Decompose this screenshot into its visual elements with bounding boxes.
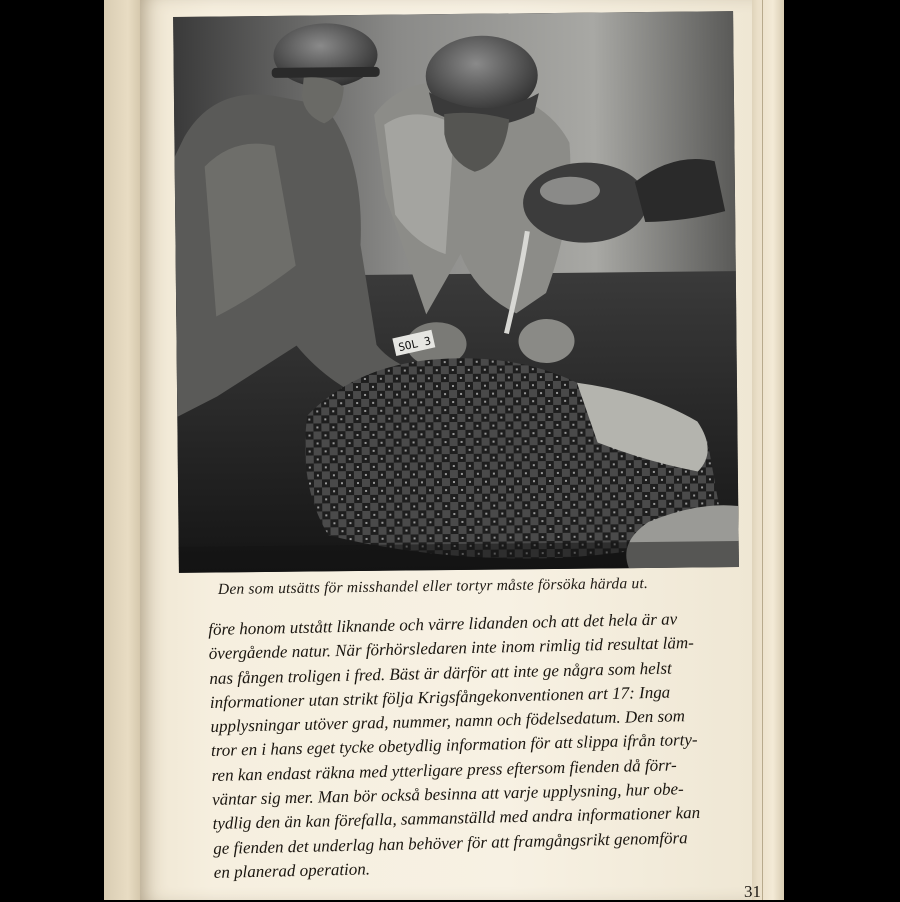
- body-line: nas fången troligen i fred. Bäst är därför att inte ge några som helst: [209, 658, 672, 688]
- body-line: tror en i hans eget tycke obetydlig information för att slippa ifrån torty-: [210, 730, 698, 761]
- body-line: väntar sig mer. Man bör också besinna att varje upplysning, hur obe-: [211, 779, 684, 810]
- body-line: tydlig den än kan förefalla, sammanställd med andra informationer kan: [212, 803, 701, 834]
- body-line: övergående natur. När förhörsledaren inte inom rimlig tid resultat läm-: [208, 633, 695, 664]
- body-line: före honom utstått liknande och värre lidanden och att det hela är av: [208, 609, 678, 639]
- page-photograph: [173, 11, 739, 573]
- body-line: ge fienden det underlag han behöver för att framgångsrikt genomföra: [213, 827, 688, 858]
- body-line: informationer utan strikt följa Krigsfångekonventionen art 17: Inga: [209, 682, 671, 712]
- svg-text:SOL 3: SOL 3: [397, 334, 433, 355]
- previous-page-edge: [104, 0, 144, 900]
- body-line: upplysningar utöver grad, nummer, namn och födelsedatum. Den som: [210, 706, 686, 737]
- page-number: 31: [744, 882, 761, 901]
- body-text: [208, 605, 774, 885]
- body-line: ren kan endast räkna med ytterligare press eftersom fienden då förr-: [211, 755, 677, 785]
- photo-caption: Den som utsätts för misshandel eller tortyr måste försöka härda ut.: [217, 574, 649, 598]
- body-line: en planerad operation.: [213, 859, 371, 882]
